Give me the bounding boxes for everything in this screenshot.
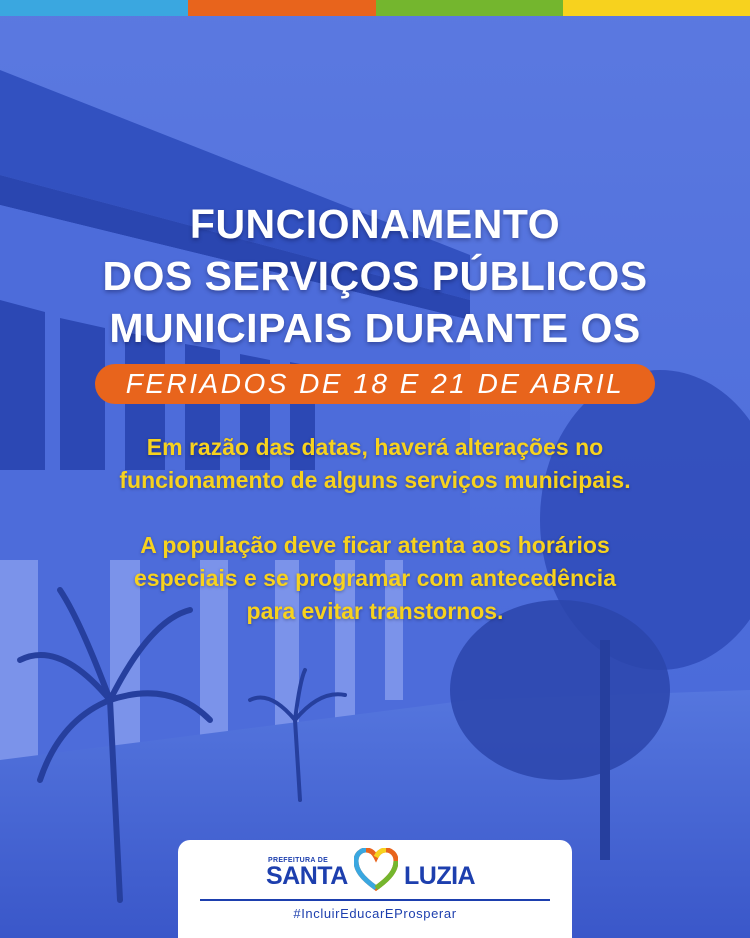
paragraph-2-line-3: para evitar transtornos.: [246, 598, 504, 624]
paragraph-2-line-1: A população deve ficar atenta aos horários: [140, 532, 610, 558]
logo-divider: [200, 899, 550, 901]
headline-line-2: DOS SERVIÇOS PÚBLICOS: [102, 253, 648, 299]
logo-word-right: LUZIA: [404, 862, 476, 890]
paragraph-2: [0, 529, 750, 628]
headline-line-1: FUNCIONAMENTO: [189, 201, 561, 247]
headline-highlight-pill: FERIADOS DE 18 E 21 DE ABRIL: [95, 364, 655, 404]
paragraph-1-line-2: funcionamento de alguns serviços municipais.: [119, 467, 631, 493]
stripe-yellow: [563, 0, 750, 16]
hashtag: #IncluirEducarEProsperar: [293, 906, 457, 921]
logo-prefix: PREFEITURA DE: [268, 857, 329, 864]
stripe-orange: [188, 0, 376, 16]
stripe-blue: [0, 0, 188, 16]
logo-card: [178, 840, 572, 938]
headline-line-3: MUNICIPAIS DURANTE OS: [109, 305, 641, 351]
paragraph-1-line-1: Em razão das datas, haverá alterações no: [146, 434, 604, 460]
paragraph-1: [0, 431, 750, 497]
stripe-green: [376, 0, 563, 16]
heart-puzzle-icon: [354, 848, 398, 892]
logo-word-left: SANTA: [266, 862, 348, 890]
paragraph-2-line-2: especiais e se programar com antecedência: [134, 565, 616, 591]
